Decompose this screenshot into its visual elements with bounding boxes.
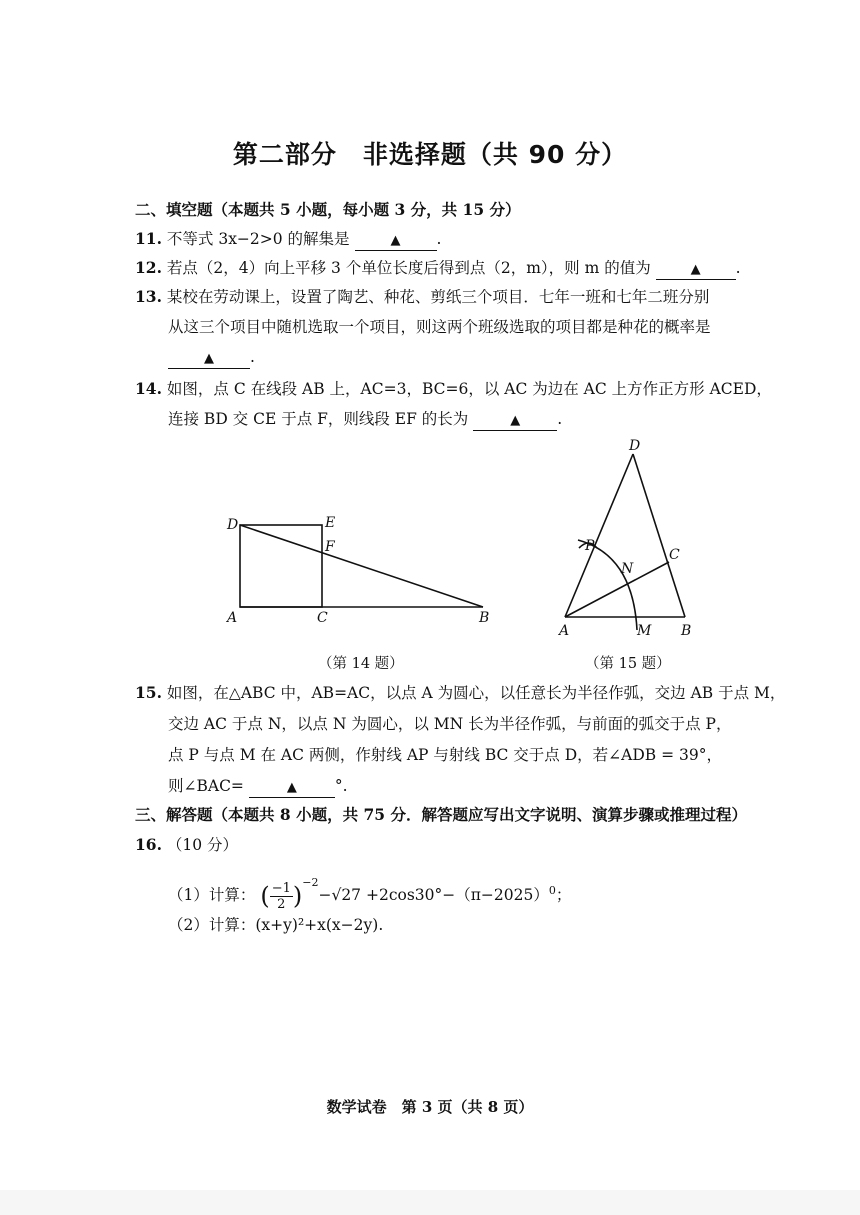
answer-blank[interactable] (656, 259, 736, 280)
triangle-marker-icon: ▲ (204, 351, 214, 366)
question-end-punct: . (436, 230, 442, 248)
question-text: 若点（2，4）向上平移 3 个单位长度后得到点（2，m），则 m 的值为 (166, 259, 651, 277)
fraction-numerator: −1 (271, 880, 291, 896)
part-label: （1）计算： (168, 886, 256, 904)
fraction (270, 881, 293, 912)
scan-bottom-band (0, 1190, 860, 1215)
question-number: 11. (135, 229, 162, 248)
question-15-line-2: 交边 AC 于点 N，以点 N 为圆心，以 MN 长为半径作弧，与前面的弧交于点 P， (168, 715, 732, 733)
question-14-line-2 (168, 407, 562, 431)
answer-blank[interactable] (249, 777, 335, 798)
answer-blank[interactable] (168, 348, 250, 369)
question-15-line-1 (135, 681, 785, 705)
figure-15-caption: （第 15 题） (585, 656, 671, 672)
triangle-marker-icon: ▲ (286, 780, 297, 795)
label-p: P (585, 538, 595, 554)
answer-blank[interactable] (355, 230, 437, 251)
question-16-header (135, 833, 238, 857)
page-footer: 数学试卷 第 3 页（共 8 页） (326, 1098, 534, 1116)
label-f: F (325, 539, 335, 555)
label-b: B (479, 610, 490, 626)
page-title: 第二部分 非选择题（共 90 分） (232, 140, 628, 169)
figure-14-caption: （第 14 题） (318, 656, 404, 672)
figure-14-square-diagram (215, 505, 505, 635)
question-16-part-1 (168, 868, 571, 912)
label-n: N (621, 561, 634, 577)
question-16-part-2: （2）计算：(x+y)²+x(x−2y). (168, 916, 384, 934)
exponent: −2 (302, 876, 319, 889)
question-number: 13. (135, 287, 162, 306)
question-12 (135, 256, 741, 280)
triangle-marker-icon: ▲ (690, 262, 701, 277)
question-end-punct: °. (334, 777, 348, 795)
question-text: 如图，在△ABC 中，AB=AC，以点 A 为圆心，以任意长为半径作弧，交边 AB 于点 M， (166, 684, 786, 702)
label-d: D (227, 517, 239, 533)
zero-exponent: 0 (548, 883, 556, 897)
question-end-punct: . (557, 410, 563, 428)
question-number: 15. (135, 683, 162, 702)
label-c: C (669, 547, 680, 563)
question-text: 如图，点 C 在线段 AB 上，AC=3，BC=6，以 AC 为边在 AC 上方作正方形 ACED， (166, 380, 772, 398)
label-d: D (629, 438, 641, 454)
segment-bd (240, 525, 483, 607)
square-acde (240, 525, 322, 607)
question-end-punct: . (735, 259, 741, 277)
answer-blank[interactable] (473, 410, 557, 431)
section-heading-solutions: 三、解答题（本题共 8 小题，共 75 分．解答题应写出文字说明、演算步骤或推理过程） (135, 805, 747, 824)
label-m: M (637, 623, 652, 639)
question-13-line-1 (135, 285, 709, 309)
question-13-line-3 (168, 345, 255, 369)
triangle-marker-icon: ▲ (390, 233, 401, 248)
question-text: 不等式 3x−2>0 的解集是 (166, 230, 350, 248)
figure-15-triangle-diagram (545, 430, 715, 645)
label-a: A (559, 623, 570, 639)
question-15-line-4 (168, 774, 348, 798)
ray-ap (565, 454, 633, 617)
question-number: 14. (135, 379, 162, 398)
expression-rest: −√27 +2cos30°−（π−2025） (318, 886, 549, 904)
question-14-line-1 (135, 377, 772, 401)
segment-db (633, 454, 685, 617)
label-c: C (317, 610, 328, 626)
question-number: 12. (135, 258, 162, 277)
question-text: 某校在劳动课上，设置了陶艺、种花、剪纸三个项目．七年一班和七年二班分别 (166, 288, 710, 306)
segment-ac (565, 562, 669, 617)
fraction-denominator: 2 (277, 896, 286, 912)
triangle-marker-icon: ▲ (510, 413, 521, 428)
label-e: E (325, 515, 336, 531)
question-15-line-3: 点 P 与点 M 在 AC 两侧，作射线 AP 与射线 BC 交于点 D，若∠ADB = 39°， (168, 746, 722, 764)
question-end-punct: . (250, 348, 255, 366)
question-11 (135, 227, 441, 251)
question-number: 16. (135, 835, 162, 854)
question-text: 连接 BD 交 CE 于点 F，则线段 EF 的长为 (168, 410, 469, 428)
expression-end: ； (555, 886, 572, 904)
question-text: 则∠BAC= (168, 777, 244, 795)
question-13-line-2: 从这三个项目中随机选取一个项目，则这两个班级选取的项目都是种花的概率是 (168, 318, 711, 336)
left-paren: ( (260, 882, 270, 910)
section-heading-fill-in: 二、填空题（本题共 5 小题，每小题 3 分，共 15 分） (135, 200, 521, 219)
label-a: A (227, 610, 238, 626)
right-paren: ) (292, 882, 303, 910)
label-b: B (681, 623, 692, 639)
question-score: （10 分） (166, 836, 239, 854)
